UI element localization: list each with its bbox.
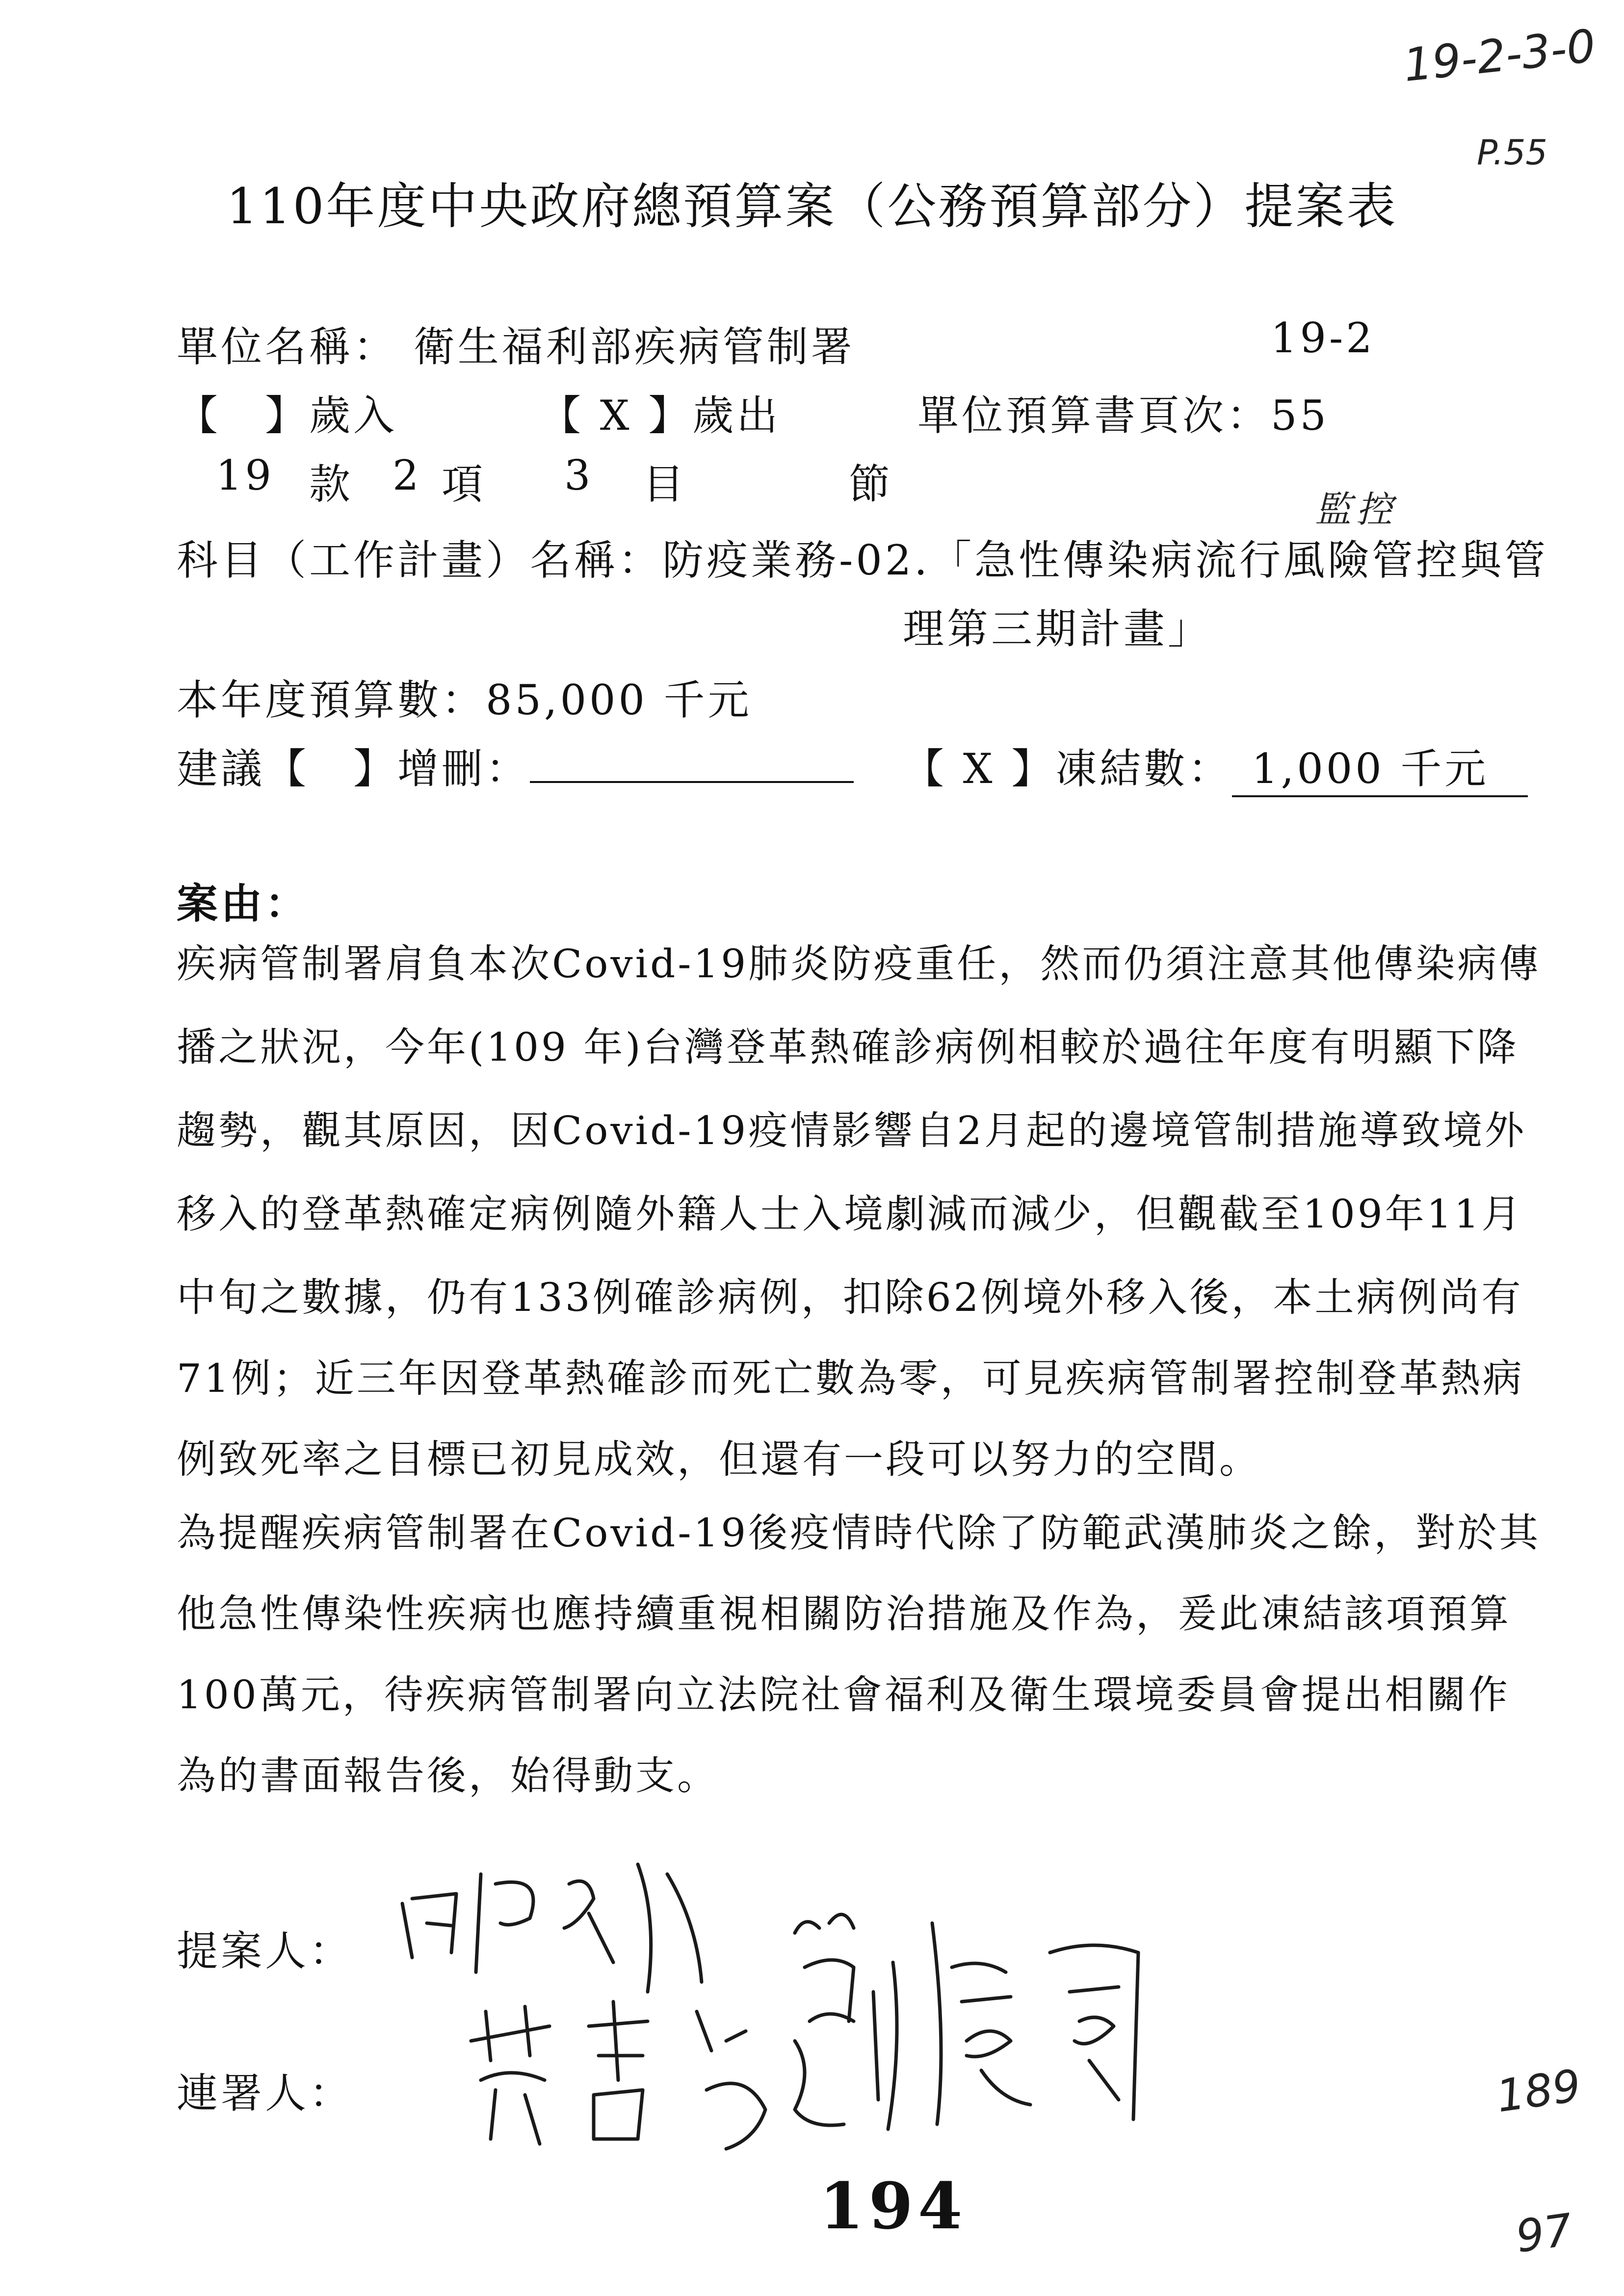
xiang-label: 項 — [442, 460, 486, 508]
handwritten-correction: 監控 — [1315, 489, 1397, 531]
mu-value: 3 — [564, 451, 594, 499]
unit-code: 19-2 — [1271, 314, 1375, 362]
mu-label: 目 — [643, 460, 687, 508]
reason-line: 100萬元，待疾病管制署向立法院社會福利及衛生環境委員會提出相關作 — [177, 1672, 1510, 1718]
cosigner-signature-2 — [775, 1894, 1178, 2149]
xiang-value: 2 — [393, 451, 422, 499]
freeze-label: 【 X 】凍結數： — [903, 745, 1232, 793]
doc-code-handwritten: 19-2-3-0 — [1401, 19, 1598, 92]
reason-line: 例致死率之目標已初見成效，但還有一段可以努力的空間。 — [177, 1436, 1261, 1482]
unit-row — [177, 314, 855, 373]
page-number-label: 單位預算書頁次：55 — [917, 391, 1329, 440]
subject-value-1: 防疫業務-02.「急性傳染病流行風險管控與管 — [662, 536, 1548, 584]
jie-label: 節 — [849, 460, 893, 508]
reason-line: 播之狀況，今年(109 年)台灣登革熱確診病例相較於過往年度有明顯下降 — [177, 1024, 1519, 1070]
revenue-checkbox: 【 】歲入 — [177, 391, 398, 440]
reason-line: 趨勢，觀其原因，因Covid-19疫情影響自2月起的邊境管制措施導致境外 — [177, 1108, 1527, 1153]
adjust-blank-line — [530, 781, 854, 783]
subject-label: 科目（工作計畫）名稱： — [177, 536, 663, 584]
reason-line: 為的書面報告後，始得動支。 — [177, 1753, 719, 1799]
reason-line: 中旬之數據，仍有133例確診病例，扣除62例境外移入後，本土病例尚有 — [177, 1275, 1523, 1320]
page-number: 194 — [819, 2168, 968, 2244]
adjust-label: 建議【 】增刪： — [177, 745, 530, 793]
freeze-value: 1,000 千元 — [1232, 736, 1528, 797]
kuan-label: 款 — [309, 460, 354, 508]
reason-line: 他急性傳染性疾病也應持續重視相關防治措施及作為，爰此凍結該項預算 — [177, 1591, 1511, 1637]
reason-line: 71例；近三年因登革熱確診而死亡數為零，可見疾病管制署控制登革熱病 — [177, 1356, 1524, 1401]
reason-line: 移入的登革熱確定病例隨外籍人士入境劇減而減少，但觀截至109年11月 — [177, 1191, 1523, 1237]
page-ref-handwritten: P.55 — [1477, 132, 1547, 173]
proposal-row — [177, 736, 854, 795]
subject-value-2: 理第三期計畫」 — [903, 605, 1212, 653]
reason-heading: 案由： — [177, 879, 310, 928]
unit-label: 單位名稱： — [177, 323, 398, 371]
cosigner-label: 連署人： — [177, 2069, 354, 2117]
freeze-row — [903, 736, 1528, 797]
kuan-value: 19 — [216, 451, 274, 499]
unit-name: 衛生福利部疾病管制署 — [413, 323, 855, 371]
handwritten-note-97: 97 — [1513, 2204, 1576, 2263]
reason-line: 為提醒疾病管制署在Covid-19後疫情時代除了防範武漢肺炎之餘，對於其 — [177, 1510, 1541, 1556]
cosigner-signature-1 — [451, 1982, 824, 2159]
subject-line-1 — [177, 527, 1548, 587]
proposer-label: 提案人： — [177, 1927, 354, 1975]
page-title: 110年度中央政府總預算案（公務預算部分）提案表 — [226, 178, 1398, 235]
handwritten-note-189: 189 — [1493, 2060, 1584, 2123]
expense-checkbox: 【 X 】歲出 — [540, 391, 781, 440]
reason-line: 疾病管制署肩負本次Covid-19肺炎防疫重任，然而仍須注意其他傳染病傳 — [177, 941, 1541, 987]
budget-amount: 本年度預算數：85,000 千元 — [177, 676, 752, 724]
